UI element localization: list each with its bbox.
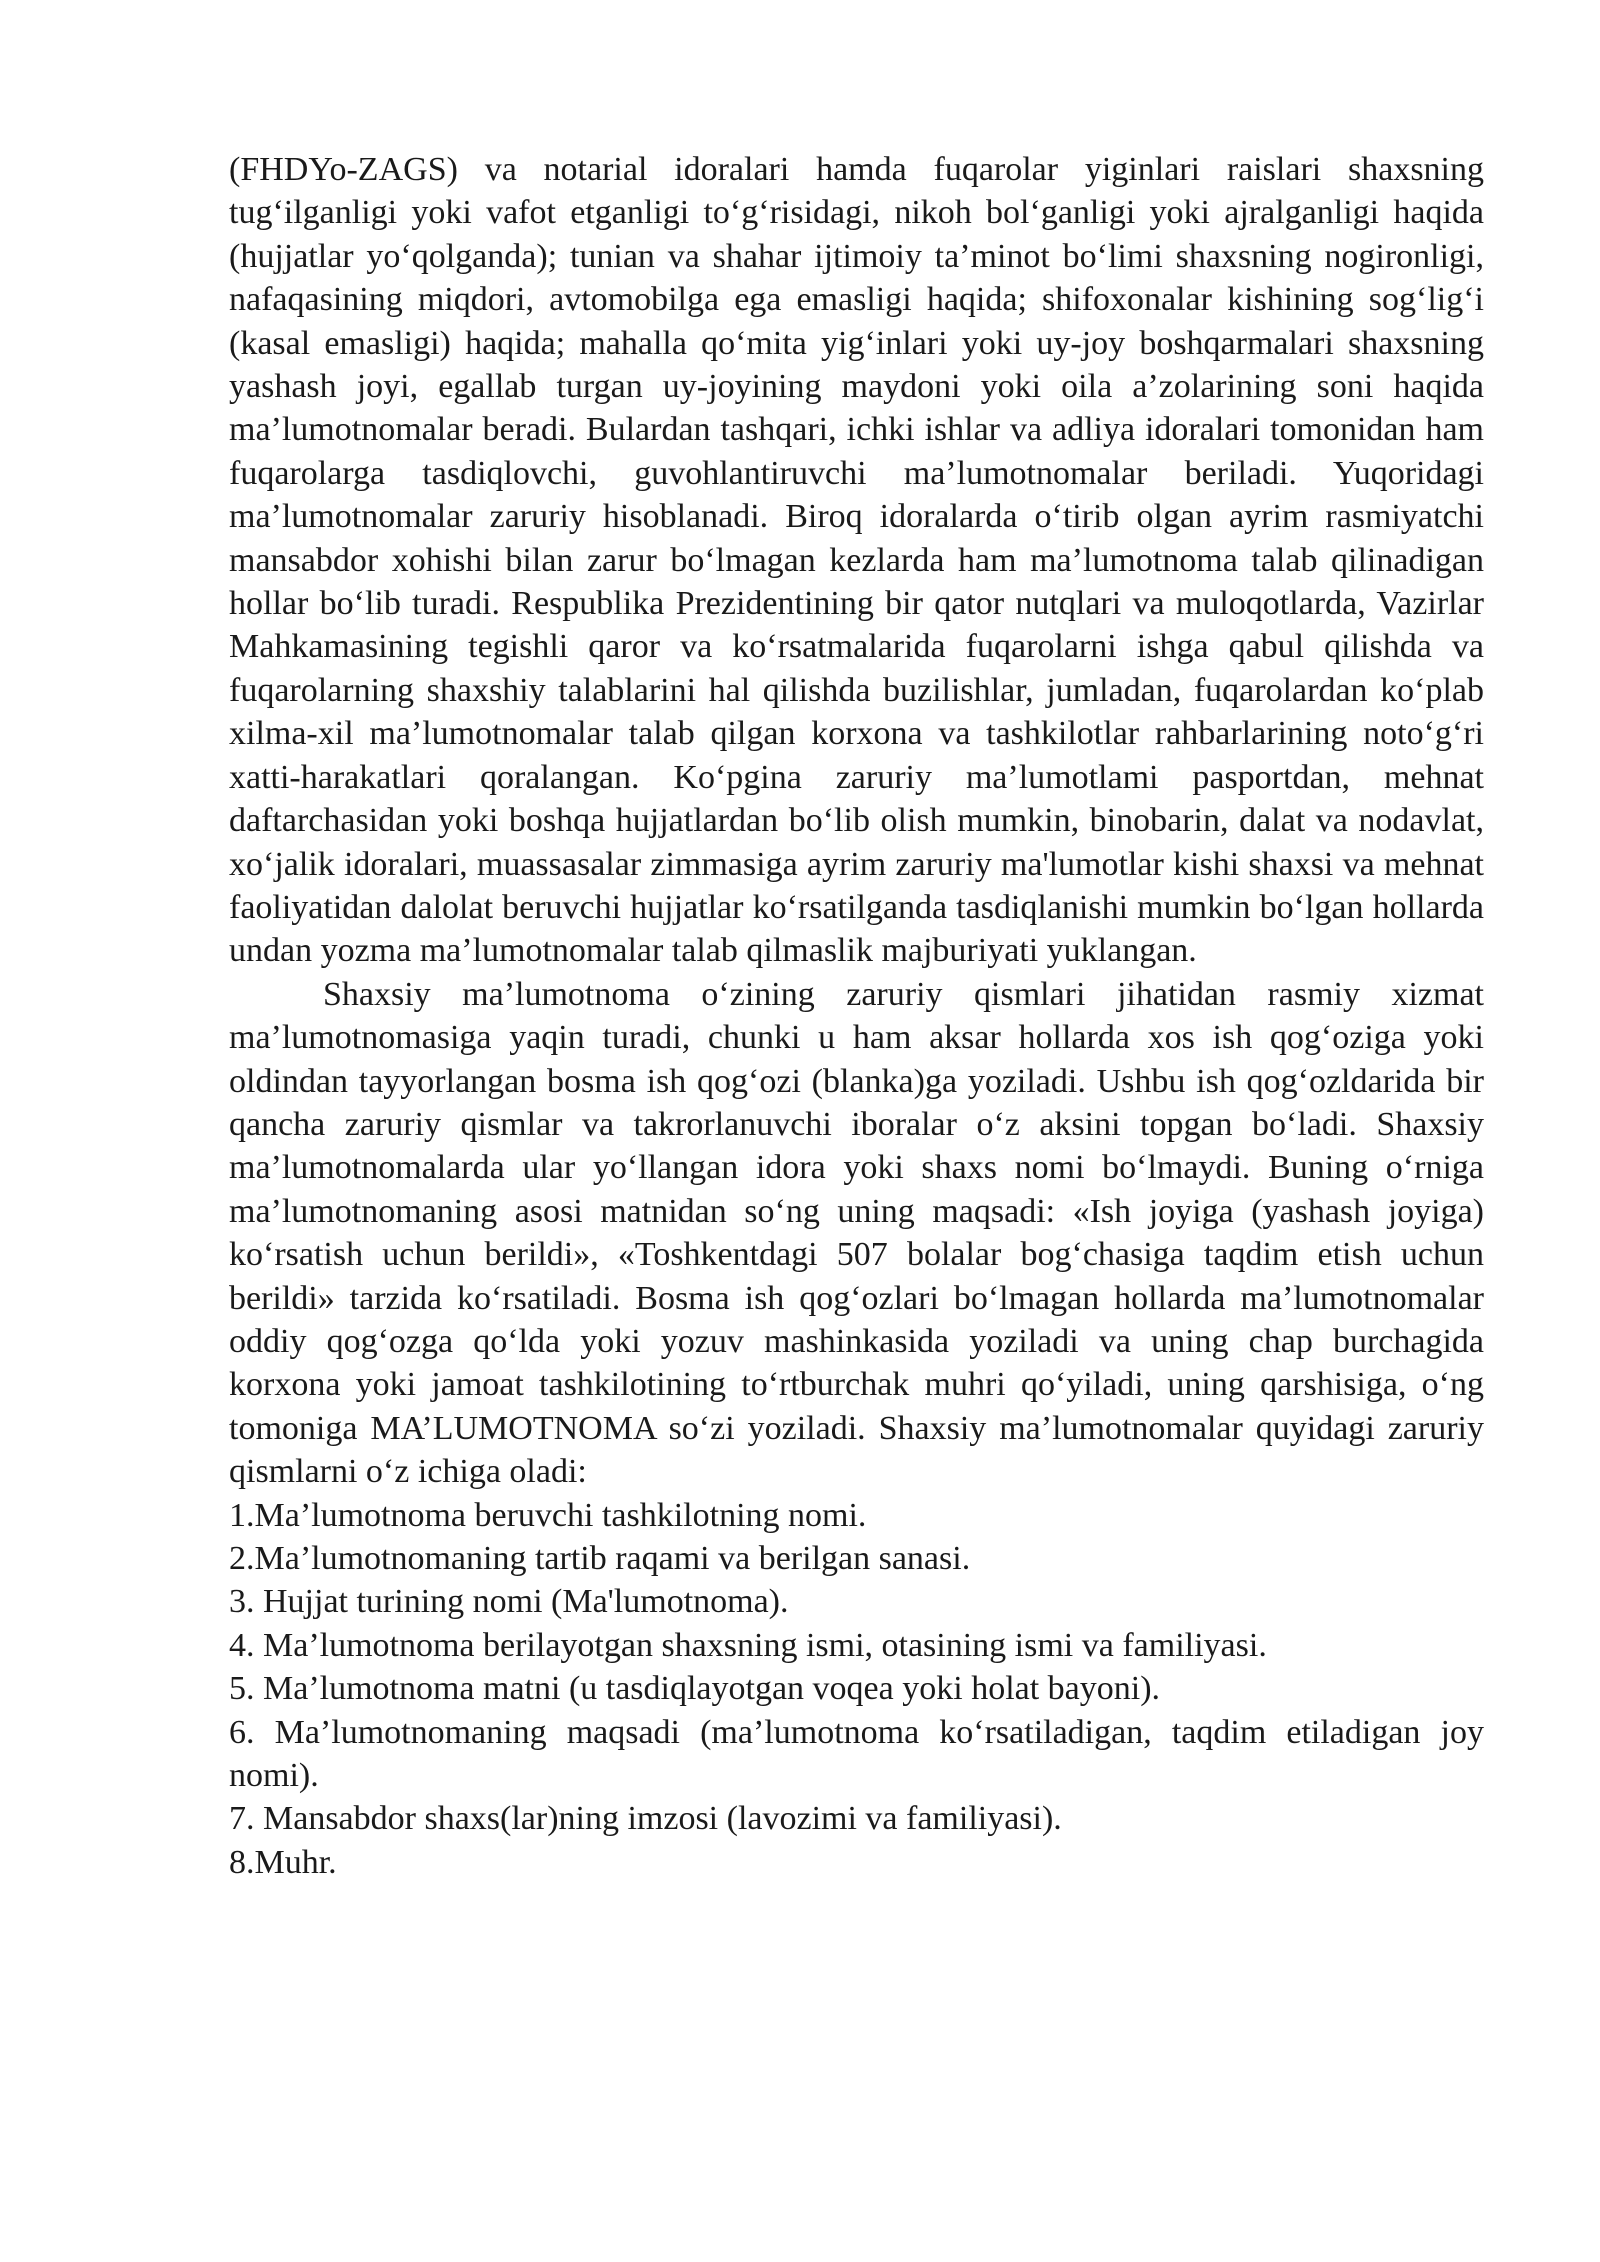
list-item: 3. Hujjat turining nomi (Ma'lumotnoma).	[229, 1583, 789, 1621]
list-item: 4. Ma’lumotnoma berilayotgan shaxsning ismi, otasining ismi va familiyasi.	[229, 1626, 1267, 1664]
list-item: 8.Muhr.	[229, 1843, 337, 1881]
list-item: 1.Ma’lumotnoma beruvchi tashkilotning nomi.	[229, 1496, 867, 1534]
body-paragraph-continued: (FHDYo-ZAGS) va notarial idoralari hamda fuqarolar yiginlari raislari shaxsning tug‘ilganligi yoki vafot etganligi to‘g‘risidagi, nikoh bol‘ganligi yoki ajralganligi haqida (hujjatlar yo‘qolganda); tunian va shahar ijtimoiy ta’minot bo‘limi shaxsning nogironligi, nafaqasining miqdori, avtomobilga ega emasligi haqida; shifoxonalar kishining sog‘lig‘i (kasal emasligi) haqida; mahalla qo‘mita yig‘inlari yoki uy-joy boshqarmalari shaxsning yashash joyi, egallab turgan uy-joyining maydoni yoki oila a’zolarining soni haqida ma’lumotnomalar beradi. Bulardan tashqari, ichki ishlar va adliya idoralari tomonidan ham fuqarolarga tasdiqlovchi, guvohlantiruvchi ma’lumotnomalar beriladi. Yuqoridagi ma’lumotnomalar zaruriy hisoblanadi. Biroq idoralarda o‘tirib olgan ayrim rasmiyatchi mansabdor xohishi bilan zarur bo‘lmagan kezlarda ham ma’lumotnoma talab qilinadigan hollar bo‘lib turadi. Respublika Prezidentining bir qator nutqlari va muloqotlarda, Vazirlar Mahkamasining tegishli qaror va ko‘rsatmalarida fuqarolarni ishga qabul qilishda va fuqarolarning shaxshiy talablarini hal qilishda buzilishlar, jumladan, fuqarolardan ko‘plab xilma-xil ma’lumotnomalar talab qilgan korxona va tashkilotlar rahbarlarining noto‘g‘ri xatti-harakatlari qoralangan. Ko‘pgina zaruriy ma’lumotlami pasportdan, mehnat daftarchasidan yoki boshqa hujjatlardan bo‘lib olish mumkin, binobarin, dalat va nodavlat, xo‘jalik idoralari, muassasalar zimmasiga ayrim zaruriy ma'lumotlar kishi shaxsi va mehnat faoliyatidan dalolat beruvchi hujjatlar ko‘rsatilganda tasdiqlanishi mumkin bo‘lgan hollarda undan yozma ma’lumotnomalar talab qilmaslik majburiyati yuklangan.	[229, 151, 1484, 970]
required-parts-list	[229, 1494, 1484, 1885]
body-paragraph-personal-reference: Shaxsiy ma’lumotnoma o‘zining zaruriy qismlari jihatidan rasmiy xizmat ma’lumotnomasiga yaqin turadi, chunki u ham aksar hollarda xos ish qog‘oziga yoki oldindan tayyorlangan bosma ish qog‘ozi (blanka)ga yoziladi. Ushbu ish qog‘ozldarida bir qancha zaruriy qismlar va takrorlanuvchi iboralar o‘z aksini topgan bo‘ladi. Shaxsiy ma’lumotnomalarda ular yo‘llangan idora yoki shaxs nomi bo‘lmaydi. Buning o‘rniga ma’lumotnomaning asosi matnidan so‘ng uning maqsadi: «Ish joyiga (yashash joyiga) ko‘rsatish uchun berildi», «Toshkentdagi 507 bolalar bog‘chasiga taqdim etish uchun berildi» tarzida ko‘rsatiladi. Bosma ish qog‘ozlari bo‘lmagan hollarda ma’lumotnomalar oddiy qog‘ozga qo‘lda yoki yozuv mashinkasida yoziladi va uning chap burchagida korxona yoki jamoat tashkilotining to‘rtburchak muhri qo‘yiladi, uning qarshisiga, o‘ng tomoniga MA’LUMOTNOMA so‘zi yoziladi. Shaxsiy ma’lumotnomalar quyidagi zaruriy qismlarni o‘z ichiga oladi:	[229, 975, 1484, 1491]
list-item: 5. Ma’lumotnoma matni (u tasdiqlayotgan voqea yoki holat bayoni).	[229, 1670, 1161, 1708]
list-item: 7. Mansabdor shaxs(lar)ning imzosi (lavozimi va familiyasi).	[229, 1800, 1062, 1838]
list-item: 2.Ma’lumotnomaning tartib raqami va berilgan sanasi.	[229, 1540, 971, 1577]
list-item: 6. Ma’lumotnomaning maqsadi (ma’lumotnoma ko‘rsatiladigan, taqdim etiladigan joy nomi).	[229, 1713, 1484, 1795]
document-page	[229, 148, 1484, 1884]
